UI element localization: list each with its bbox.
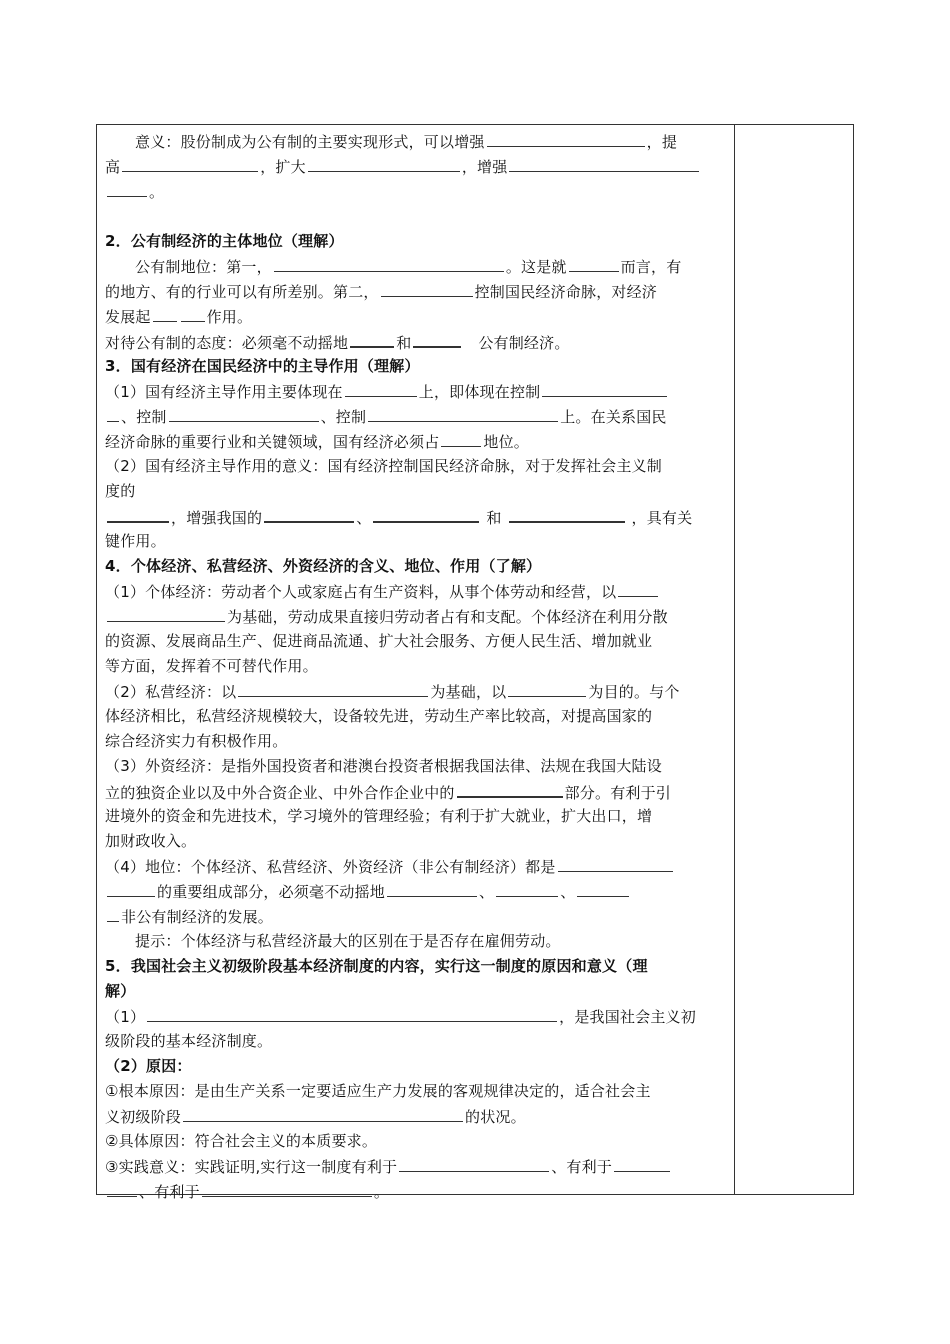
- fill-blank[interactable]: [509, 154, 699, 172]
- s4-line14: [105, 904, 720, 929]
- section-5-title: 5．我国社会主义初级阶段基本经济制度的内容，实行这一制度的原因和意义（理: [105, 957, 648, 975]
- text: ，增强我国的: [171, 509, 263, 527]
- text: 、有利于: [139, 1183, 200, 1201]
- fill-blank[interactable]: [618, 579, 658, 597]
- fill-blank[interactable]: [183, 1104, 463, 1122]
- text: 、: [356, 509, 372, 527]
- text: 和: [486, 509, 502, 527]
- s4-line3: 的资源、发展商品生产、促进商品流通、扩大社会服务、方便人民生活、增加就业: [105, 632, 653, 650]
- fill-blank[interactable]: [107, 504, 169, 523]
- s4-line5: [105, 679, 720, 704]
- fill-blank[interactable]: [368, 404, 558, 422]
- fill-blank[interactable]: [107, 879, 155, 897]
- s5-line1: [105, 1004, 720, 1029]
- text: ③实践意义：实践证明,实行这一制度有利于: [105, 1158, 398, 1176]
- text: 、: [560, 883, 576, 901]
- text: 的状况。: [465, 1108, 526, 1126]
- fill-blank[interactable]: [614, 1154, 670, 1172]
- text: 义初级阶段: [105, 1108, 182, 1126]
- fill-blank[interactable]: [264, 504, 354, 523]
- text: 、: [479, 883, 495, 901]
- text: ，具有关: [631, 509, 693, 527]
- section-4-title: 4．个体经济、私营经济、外资经济的含义、地位、作用（了解）: [105, 557, 542, 575]
- s5-line4: [105, 1104, 720, 1129]
- text: 上，即体现在控制: [418, 383, 541, 401]
- fill-blank[interactable]: [107, 179, 147, 197]
- section-3-title: 3．国有经济在国民经济中的主导作用（理解）: [105, 357, 420, 375]
- fill-blank[interactable]: [350, 329, 394, 348]
- s2-line2: [105, 279, 720, 304]
- text: 、有利于: [551, 1158, 613, 1176]
- text: 为基础，劳动成果直接归劳动者占有和支配。个体经济在利用分散: [227, 608, 668, 626]
- s4-line6: 体经济相比，私营经济规模较大，设备较先进，劳动生产率比较高，对提高国家的: [105, 707, 653, 725]
- text: （1）个体经济：劳动者个人或家庭占有生产资料，从事个体劳动和经营，以: [105, 583, 617, 601]
- worksheet-table: [96, 124, 854, 1201]
- s5-line5: ②具体原因：符合社会主义的本质要求。: [105, 1132, 378, 1150]
- fill-blank[interactable]: [487, 129, 645, 147]
- fill-blank[interactable]: [202, 1179, 372, 1197]
- text: 立的独资企业以及中外合资企业、中外合作企业中的: [105, 784, 455, 802]
- fill-blank[interactable]: [569, 254, 619, 272]
- s3-line7: 键作用。: [105, 532, 166, 550]
- fill-blank[interactable]: [558, 854, 673, 872]
- text: 非公有制经济的发展。: [121, 908, 274, 926]
- s2-line1: [105, 254, 720, 279]
- s3-line3: [105, 429, 720, 454]
- fill-blank[interactable]: [496, 879, 558, 897]
- text: 公有制经济。: [478, 334, 570, 352]
- s3-line6: [105, 504, 720, 529]
- fill-blank[interactable]: [508, 679, 586, 697]
- fill-blank[interactable]: [147, 1004, 557, 1022]
- fill-blank[interactable]: [373, 504, 479, 523]
- s5-line2: 级阶段的基本经济制度。: [105, 1032, 273, 1050]
- s5-line3: ①根本原因：是由生产关系一定要适应生产力发展的客观规律决定的，适合社会主: [105, 1082, 651, 1100]
- text: ，提: [646, 133, 678, 151]
- s4-line10: 进境外的资金和先进技术，学习境外的管理经验；有利于扩大就业，扩大出口，增: [105, 807, 653, 825]
- s4-tip: 提示：个体经济与私营经济最大的区别在于是否存在雇佣劳动。: [135, 932, 561, 950]
- fill-blank[interactable]: [509, 504, 625, 523]
- text: 上。在关系国民: [560, 408, 667, 426]
- text: 发展起: [105, 308, 151, 326]
- fill-blank[interactable]: [153, 304, 177, 322]
- text: （1）: [105, 1008, 146, 1026]
- s4-line7: 综合经济实力有积极作用。: [105, 732, 288, 750]
- fill-blank[interactable]: [181, 304, 205, 322]
- text: 高: [105, 158, 121, 176]
- fill-blank[interactable]: [577, 879, 629, 897]
- s1-line2: [105, 154, 720, 179]
- text: 公有制地位：第一，: [135, 258, 272, 276]
- section-5-title-cont: 解）: [105, 982, 136, 1000]
- text: 的重要组成部分，必须毫不动摇地: [157, 883, 386, 901]
- s3-line1: [105, 379, 720, 404]
- s4-line4: 等方面，发挥着不可替代作用。: [105, 657, 318, 675]
- s1-line1: [105, 129, 720, 154]
- text: （4）地位：个体经济、私营经济、外资经济（非公有制经济）都是: [105, 858, 556, 876]
- spacer: [105, 204, 720, 229]
- fill-blank[interactable]: [441, 429, 481, 447]
- text: 为基础，以: [430, 683, 507, 701]
- meaning-label: 意义：: [135, 133, 181, 151]
- text: （1）国有经济主导作用主要体现在: [105, 383, 343, 401]
- fill-blank[interactable]: [238, 679, 428, 697]
- text: 。: [373, 1183, 390, 1201]
- fill-blank[interactable]: [345, 379, 417, 397]
- s4-line12: [105, 854, 720, 879]
- reason-title: （2）原因：: [105, 1057, 192, 1075]
- text: 控制国民经济命脉，对经济: [474, 283, 658, 301]
- fill-blank[interactable]: [107, 404, 119, 422]
- s4-line1: [105, 579, 720, 604]
- s2-line4: [105, 329, 720, 354]
- s5-line7: [105, 1179, 720, 1204]
- s4-line9: [105, 779, 720, 804]
- text: 。: [149, 183, 165, 201]
- text: ，增强: [461, 158, 508, 176]
- fill-blank[interactable]: [107, 904, 119, 922]
- text: 为目的。与个: [588, 683, 680, 701]
- fill-blank[interactable]: [399, 1154, 549, 1172]
- fill-blank[interactable]: [542, 379, 667, 397]
- text: 的地方、有的行业可以有所差别。第二，: [105, 283, 379, 301]
- text: ，是我国社会主义初: [559, 1008, 696, 1026]
- fill-blank[interactable]: [169, 404, 319, 422]
- fill-blank[interactable]: [107, 1179, 137, 1197]
- fill-blank[interactable]: [308, 154, 460, 172]
- text: 作用。: [206, 308, 253, 326]
- fill-blank[interactable]: [274, 254, 504, 272]
- s5-line6: [105, 1154, 720, 1179]
- text: 、控制: [121, 408, 167, 426]
- text: 对待公有制的态度：必须毫不动摇地: [105, 334, 349, 352]
- fill-blank[interactable]: [122, 154, 258, 172]
- section-2-title: 2．公有制经济的主体地位（理解）: [105, 232, 344, 250]
- s4-line8: （3）外资经济：是指外国投资者和港澳台投资者根据我国法律、法规在我国大陆设: [105, 757, 662, 775]
- fill-blank[interactable]: [381, 279, 473, 297]
- text: 、控制: [320, 408, 367, 426]
- notes-column: [735, 125, 853, 1194]
- s4-line11: 加财政收入。: [105, 832, 197, 850]
- text: 经济命脉的重要行业和关键领域，国有经济必须占: [105, 433, 440, 451]
- text: 部分。有利于引: [564, 784, 672, 802]
- text: ，扩大: [260, 158, 306, 176]
- text: 而言，有: [620, 258, 682, 276]
- text: 股份制成为公有制的主要实现形式，可以增强: [180, 133, 485, 151]
- fill-blank[interactable]: [457, 779, 563, 798]
- text: 。这是就: [505, 258, 567, 276]
- text: （2）私营经济：以: [105, 683, 237, 701]
- fill-blank[interactable]: [107, 604, 225, 622]
- s4-line13: [105, 879, 720, 904]
- main-content: [105, 129, 720, 1204]
- s3-line5: 度的: [105, 482, 136, 500]
- s3-line4: （2）国有经济主导作用的意义：国有经济控制国民经济命脉，对于发挥社会主义制: [105, 457, 662, 475]
- text: 地位。: [483, 433, 530, 451]
- text: 和: [396, 334, 412, 352]
- s2-line3: [105, 304, 720, 329]
- s3-line2: [105, 404, 720, 429]
- fill-blank[interactable]: [413, 329, 461, 348]
- s4-line2: [105, 604, 720, 629]
- fill-blank[interactable]: [387, 879, 477, 897]
- s1-line3: [105, 179, 720, 204]
